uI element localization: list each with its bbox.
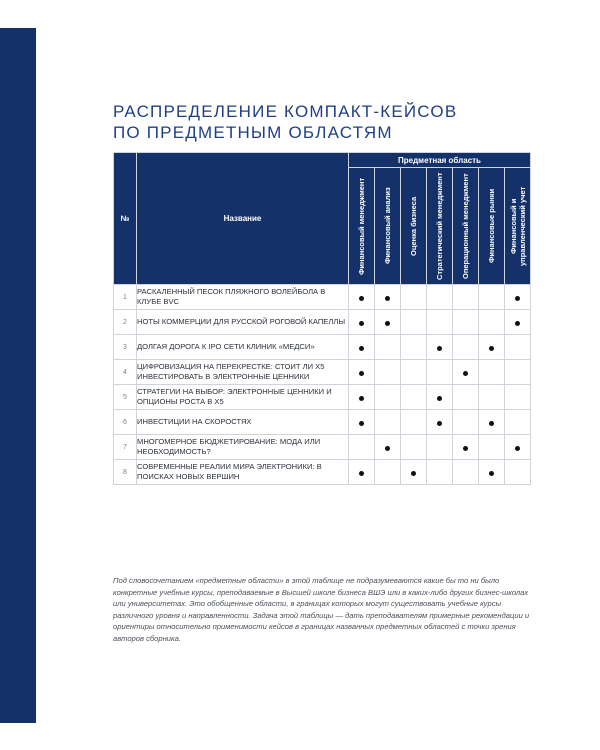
mark-cell (427, 285, 453, 310)
bullet-icon (359, 421, 364, 426)
case-name: МНОГОМЕРНОЕ БЮДЖЕТИРОВАНИЕ: МОДА ИЛИ НЕОБХОДИМОСТЬ? (137, 435, 349, 460)
case-name: РАСКАЛЕННЫЙ ПЕСОК ПЛЯЖНОГО ВОЛЕЙБОЛА В КЛУБЕ BVC (137, 285, 349, 310)
bullet-icon (359, 296, 364, 301)
left-accent-bar (0, 28, 36, 723)
bullet-icon (489, 471, 494, 476)
mark-cell (401, 385, 427, 410)
mark-cell (375, 335, 401, 360)
bullet-icon (515, 446, 520, 451)
mark-cell (349, 410, 375, 435)
mark-cell (349, 385, 375, 410)
mark-cell (349, 310, 375, 335)
bullet-icon (437, 421, 442, 426)
mark-cell (453, 360, 479, 385)
mark-cell (401, 410, 427, 435)
mark-cell (505, 360, 531, 385)
mark-cell (479, 385, 505, 410)
mark-cell (505, 335, 531, 360)
column-header-6 (479, 168, 505, 285)
mark-cell (349, 460, 375, 485)
mark-cell (375, 410, 401, 435)
bullet-icon (385, 296, 390, 301)
column-header-label: Операционный менеджмент (461, 173, 470, 279)
mark-cell (401, 435, 427, 460)
case-name: СТРАТЕГИИ НА ВЫБОР: ЭЛЕКТРОННЫЕ ЦЕННИКИ И ОПЦИОНЫ РОСТА В X5 (137, 385, 349, 410)
column-header-5 (453, 168, 479, 285)
column-header-3 (401, 168, 427, 285)
bullet-icon (359, 396, 364, 401)
mark-cell (427, 385, 453, 410)
mark-cell (427, 460, 453, 485)
bullet-icon (385, 446, 390, 451)
mark-cell (479, 410, 505, 435)
bullet-icon (359, 371, 364, 376)
mark-cell (453, 460, 479, 485)
mark-cell (453, 385, 479, 410)
mark-cell (479, 435, 505, 460)
mark-cell (453, 285, 479, 310)
mark-cell (479, 285, 505, 310)
header-subject-area: Предметная область (349, 153, 531, 168)
case-name: ИНВЕСТИЦИИ НА СКОРОСТЯХ (137, 410, 349, 435)
column-header-2 (375, 168, 401, 285)
mark-cell (505, 310, 531, 335)
bullet-icon (463, 446, 468, 451)
bullet-icon (515, 321, 520, 326)
row-number: 5 (114, 385, 137, 410)
header-name: Название (137, 153, 349, 285)
mark-cell (427, 360, 453, 385)
mark-cell (505, 435, 531, 460)
mark-cell (349, 360, 375, 385)
mark-cell (427, 410, 453, 435)
mark-cell (505, 385, 531, 410)
mark-cell (453, 335, 479, 360)
column-header-label: Финансовые рынки (487, 188, 496, 264)
footnote: Под словосочетанием «предметные области» в этой таблице не подразумеваются какие бы то ни было конкретные учебные курсы, преподаваемые в Высшей школе бизнеса ВШЭ или в каких-либо других бизнес-школах или университетах. Это обобщенные области, в границах которых могут существовать учебные курсы различного уровня и направленности. Задача этой таблицы — дать преподавателям примерные рекомендации и ориентиры относительно применимости кейсов в границах названных предметных областей с точки зрения авторов сборника. (113, 576, 530, 643)
mark-cell (505, 460, 531, 485)
row-number: 3 (114, 335, 137, 360)
mark-cell (401, 285, 427, 310)
mark-cell (427, 310, 453, 335)
bullet-icon (489, 346, 494, 351)
column-header-label: Оценка бизнеса (409, 196, 418, 256)
mark-cell (375, 435, 401, 460)
table-row (114, 460, 531, 485)
column-header-1 (349, 168, 375, 285)
mark-cell (479, 360, 505, 385)
mark-cell (375, 460, 401, 485)
mark-cell (505, 285, 531, 310)
case-name: НОТЫ КОММЕРЦИИ ДЛЯ РУССКОЙ РОГОВОЙ КАПЕЛЛЫ (137, 310, 349, 335)
mark-cell (349, 335, 375, 360)
mark-cell (453, 310, 479, 335)
mark-cell (505, 410, 531, 435)
bullet-icon (463, 371, 468, 376)
mark-cell (479, 335, 505, 360)
title-line-2: ПО ПРЕДМЕТНЫМ ОБЛАСТЯМ (113, 123, 393, 142)
row-number: 2 (114, 310, 137, 335)
mark-cell (401, 335, 427, 360)
bullet-icon (489, 421, 494, 426)
bullet-icon (437, 396, 442, 401)
mark-cell (349, 435, 375, 460)
bullet-icon (515, 296, 520, 301)
table-row (114, 385, 531, 410)
column-header-label: Финансовый менеджмент (357, 177, 366, 275)
row-number: 8 (114, 460, 137, 485)
title-line-1: РАСПРЕДЕЛЕНИЕ КОМПАКТ-КЕЙСОВ (113, 102, 458, 121)
row-number: 6 (114, 410, 137, 435)
mark-cell (453, 410, 479, 435)
mark-cell (401, 310, 427, 335)
table-row (114, 310, 531, 335)
case-name: ЦИФРОВИЗАЦИЯ НА ПЕРЕКРЕСТКЕ: СТОИТ ЛИ X5 ИНВЕСТИРОВАТЬ В ЭЛЕКТРОННЫЕ ЦЕННИКИ (137, 360, 349, 385)
page-title (113, 101, 553, 143)
row-number: 1 (114, 285, 137, 310)
table-row (114, 335, 531, 360)
mark-cell (375, 285, 401, 310)
column-header-label: Финансовый и управленческий учет (508, 186, 527, 266)
mark-cell (427, 335, 453, 360)
header-number: № (114, 153, 137, 285)
column-header-7 (505, 168, 531, 285)
mark-cell (375, 385, 401, 410)
mark-cell (375, 310, 401, 335)
mark-cell (479, 460, 505, 485)
table-row (114, 285, 531, 310)
bullet-icon (411, 471, 416, 476)
mark-cell (349, 285, 375, 310)
bullet-icon (437, 346, 442, 351)
row-number: 7 (114, 435, 137, 460)
column-header-label: Финансовый анализ (383, 187, 392, 265)
column-header-label: Стратегический менеджмент (435, 172, 444, 280)
mark-cell (375, 360, 401, 385)
bullet-icon (359, 471, 364, 476)
mark-cell (427, 435, 453, 460)
case-name: СОВРЕМЕННЫЕ РЕАЛИИ МИРА ЭЛЕКТРОНИКИ: В ПОИСКАХ НОВЫХ ВЕРШИН (137, 460, 349, 485)
table-row (114, 360, 531, 385)
row-number: 4 (114, 360, 137, 385)
bullet-icon (359, 321, 364, 326)
bullet-icon (385, 321, 390, 326)
case-name: ДОЛГАЯ ДОРОГА К IPO СЕТИ КЛИНИК «МЕДСИ» (137, 335, 349, 360)
cases-table (113, 152, 531, 485)
table-row (114, 410, 531, 435)
table-row (114, 435, 531, 460)
bullet-icon (359, 346, 364, 351)
column-header-4 (427, 168, 453, 285)
mark-cell (453, 435, 479, 460)
mark-cell (479, 310, 505, 335)
mark-cell (401, 360, 427, 385)
mark-cell (401, 460, 427, 485)
